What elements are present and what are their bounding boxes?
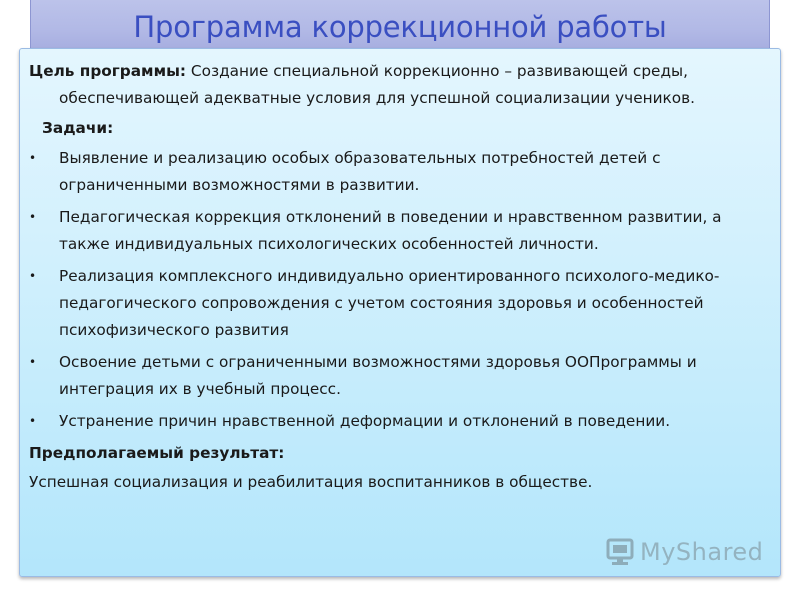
watermark-text: MyShared [640, 538, 764, 566]
list-item [29, 145, 770, 199]
task-text: Реализация комплексного индивидуально ориентированного психолого-медико-педагогического сопровождения с учетом состояния здоровья и особенностей психофизического развития [59, 267, 720, 339]
result-heading: Предполагаемый результат: [29, 444, 285, 462]
bullet-icon: • [29, 414, 37, 428]
bullet-icon: • [29, 269, 37, 283]
goal-label: Цель программы: [29, 62, 187, 80]
result-text: Успешная социализация и реабилитация воспитанников в обществе. [29, 473, 593, 491]
task-text: Педагогическая коррекция отклонений в поведении и нравственном развитии, а также индивидуальных психологических особенностей личности. [59, 208, 722, 253]
bullet-icon: • [29, 210, 37, 224]
goal-paragraph [29, 58, 770, 112]
task-text: Устранение причин нравственной деформации и отклонений в поведении. [59, 412, 671, 430]
bullet-icon: • [29, 355, 37, 369]
task-text: Выявление и реализацию особых образовательных потребностей детей с ограниченными возможностями в развитии. [59, 149, 661, 194]
content-box [19, 48, 781, 577]
task-text: Освоение детьми с ограниченными возможностями здоровья ООПрограммы и интеграция их в учебный процесс. [59, 353, 697, 398]
list-item [29, 408, 770, 435]
list-item [29, 349, 770, 403]
watermark [606, 535, 766, 571]
list-item [29, 263, 770, 344]
slide-title: Программа коррекционной работы [133, 10, 667, 44]
monitor-icon [606, 537, 636, 567]
tasks-heading: Задачи: [42, 119, 114, 137]
goal-text: Создание специальной коррекционно – развивающей среды, обеспечивающей адекватные условия для успешной социализации учеников. [59, 62, 696, 107]
bullet-icon: • [29, 151, 37, 165]
list-item [29, 204, 770, 258]
tasks-list [29, 145, 770, 435]
title-bar [30, 0, 770, 50]
